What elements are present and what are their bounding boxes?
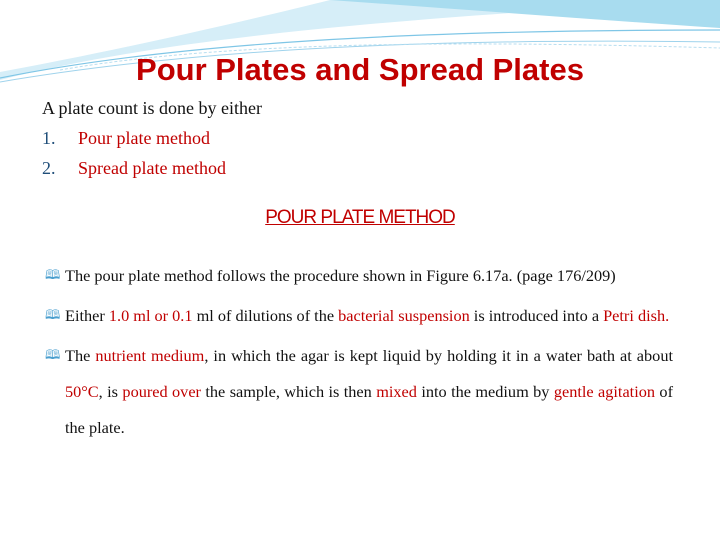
highlighted-text: 50°C	[65, 382, 99, 401]
bullet-text: The pour plate method follows the procedure shown in Figure 6.17a. (page 176/209)	[65, 266, 616, 285]
method-list-item	[42, 123, 262, 153]
highlighted-text: 1.0 ml or 0.1	[108, 306, 193, 325]
list-number: 1.	[42, 128, 56, 148]
bullet-text: , is	[98, 382, 123, 401]
bullet-item	[45, 258, 673, 294]
highlighted-text: bacterial suspension	[338, 306, 470, 325]
bullet-text: the sample, which is then	[200, 382, 377, 401]
bullet-text: , in which the agar is kept liquid by holding it in a water bath at about	[204, 346, 673, 365]
highlighted-text: Petri dish.	[603, 306, 670, 325]
bullet-text: is introduced into a	[469, 306, 604, 325]
open-book-icon: 🕮	[45, 308, 61, 323]
highlighted-text: nutrient medium	[95, 346, 205, 365]
intro-block	[42, 93, 262, 183]
bullet-item	[45, 298, 673, 334]
list-item-text: Spread plate method	[78, 158, 226, 178]
list-number: 2.	[42, 158, 56, 178]
bullet-text: The	[65, 346, 96, 365]
bullet-item	[45, 338, 673, 446]
method-list-item	[42, 153, 262, 183]
list-item-text: Pour plate method	[78, 128, 210, 148]
highlighted-text: mixed	[376, 382, 417, 401]
open-book-icon: 🕮	[45, 348, 61, 363]
highlighted-text: poured over	[122, 382, 201, 401]
slide-title: Pour Plates and Spread Plates	[136, 52, 584, 87]
section-heading: POUR PLATE METHOD	[265, 207, 455, 228]
bullet-text: into the medium by	[416, 382, 554, 401]
bullet-text: ml of dilutions of the	[192, 306, 339, 325]
bullet-text: Either	[65, 306, 109, 325]
open-book-icon: 🕮	[45, 268, 61, 283]
highlighted-text: gentle agitation	[553, 382, 656, 401]
intro-lead: A plate count is done by either	[42, 98, 262, 118]
bullet-list	[45, 258, 673, 450]
bullet-text: of the plate.	[65, 382, 673, 437]
